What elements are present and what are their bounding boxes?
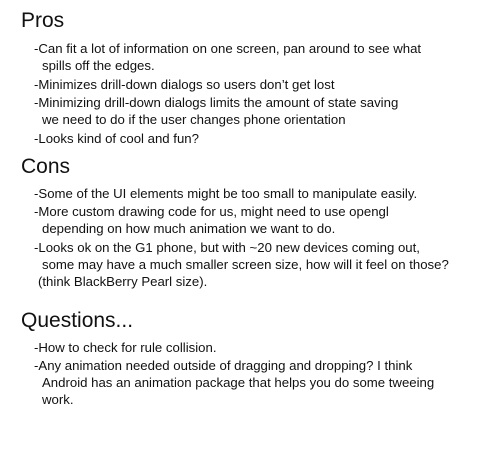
cons-item-2-line-1: -More custom drawing code for us, might need to use opengl bbox=[34, 204, 389, 219]
cons-item-1 bbox=[34, 185, 417, 202]
cons-item-3-line-2: some may have a much smaller screen size, how will it feel on those? bbox=[42, 257, 449, 272]
questions-item-2 bbox=[34, 357, 434, 408]
pros-item-2 bbox=[34, 76, 335, 93]
pros-item-2-line-1: -Minimizes drill-down dialogs so users don’t get lost bbox=[34, 77, 335, 92]
pros-item-3-line-1: -Minimizing drill-down dialogs limits the amount of state saving bbox=[34, 95, 399, 110]
questions-heading: Questions... bbox=[21, 309, 134, 332]
pros-heading: Pros bbox=[21, 9, 65, 32]
questions-item-1 bbox=[34, 339, 217, 356]
pros-item-4-line-1: -Looks kind of cool and fun? bbox=[34, 131, 199, 146]
questions-item-2-line-2: Android has an animation package that helps you do some tweeing bbox=[42, 375, 435, 390]
pros-item-3 bbox=[34, 94, 398, 128]
cons-item-2-line-2: depending on how much animation we want to do. bbox=[42, 221, 336, 236]
questions-item-2-line-1: -Any animation needed outside of dragging and dropping? I think bbox=[34, 358, 413, 373]
cons-heading: Cons bbox=[21, 155, 71, 178]
pros-item-1-line-1: -Can fit a lot of information on one screen, pan around to see what bbox=[34, 41, 422, 56]
cons-item-2 bbox=[34, 203, 389, 237]
pros-item-1-line-2: spills off the edges. bbox=[42, 58, 155, 73]
cons-item-3-line-3: (think BlackBerry Pearl size). bbox=[38, 274, 208, 289]
pros-item-3-line-2: we need to do if the user changes phone orientation bbox=[42, 112, 346, 127]
cons-item-3 bbox=[34, 239, 449, 290]
pros-item-1 bbox=[34, 40, 421, 74]
cons-item-3-line-1: -Looks ok on the G1 phone, but with ~20 new devices coming out, bbox=[34, 240, 420, 255]
cons-item-1-line-1: -Some of the UI elements might be too small to manipulate easily. bbox=[34, 186, 418, 201]
questions-item-1-line-1: -How to check for rule collision. bbox=[34, 340, 217, 355]
pros-item-4 bbox=[34, 130, 199, 147]
questions-item-2-line-3: work. bbox=[42, 392, 74, 407]
